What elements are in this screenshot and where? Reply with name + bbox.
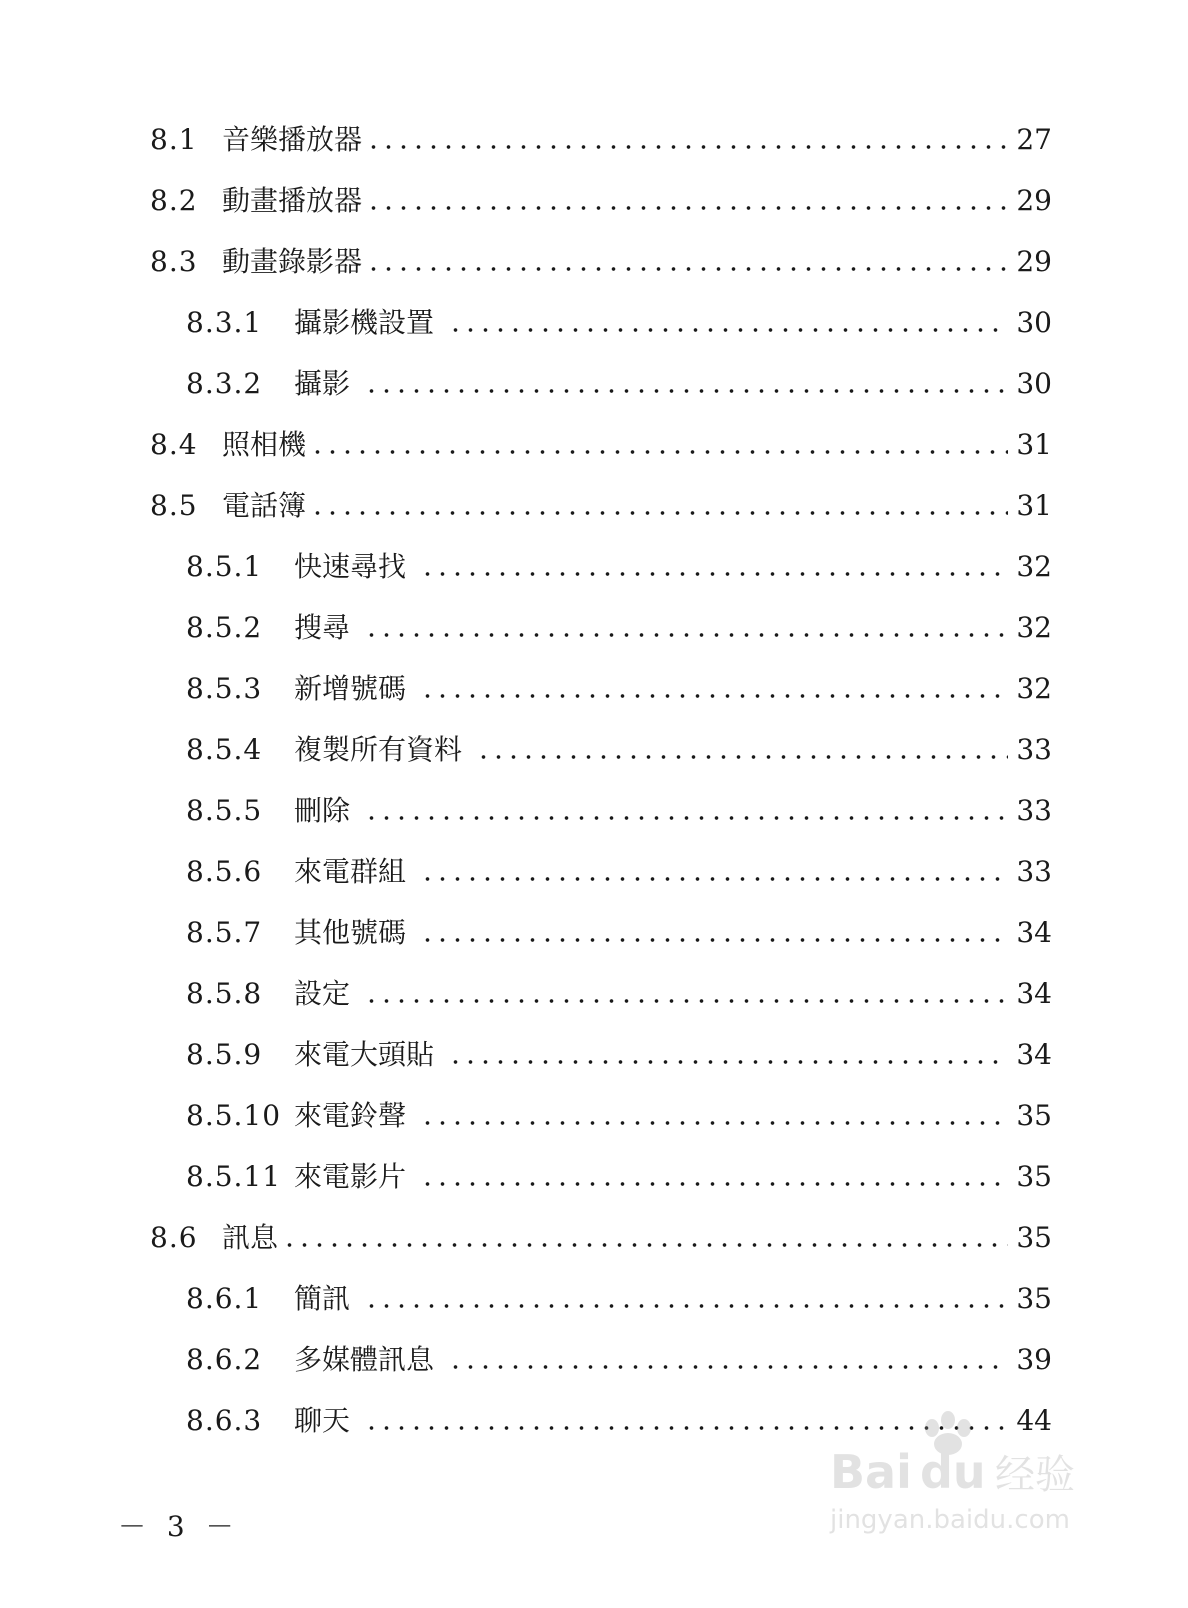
toc-leader-dots (366, 240, 1008, 284)
toc-section-title: 攝影 (294, 367, 351, 400)
toc-section-number: 8.4 (150, 428, 198, 461)
toc-entry[interactable] (0, 728, 1188, 772)
toc-page-number: 30 (1016, 367, 1052, 400)
toc-section-title: 來電鈴聲 (294, 1099, 407, 1132)
toc-section-number: 8.6.3 (186, 1404, 263, 1437)
toc-section-number: 8.6.2 (186, 1343, 263, 1376)
toc-entry[interactable] (0, 301, 1188, 345)
toc-page-number: 27 (1016, 123, 1052, 156)
toc-section-number: 8.5.5 (186, 794, 263, 827)
toc-entry[interactable] (0, 911, 1188, 955)
toc-entry[interactable] (0, 1155, 1188, 1199)
toc-section-title: 動畫錄影器 (222, 245, 363, 278)
toc-leader-dots (364, 606, 1008, 650)
toc-section-number: 8.1 (150, 123, 198, 156)
toc-entry[interactable] (0, 545, 1188, 589)
toc-page-number: 29 (1016, 184, 1052, 217)
toc-leader-dots (310, 484, 1008, 528)
toc-section-number: 8.5.2 (186, 611, 263, 644)
toc-section-title: 複製所有資料 (294, 733, 463, 766)
toc-leader-dots (364, 789, 1008, 833)
toc-leader-dots (366, 118, 1008, 162)
toc-leader-dots (420, 850, 1008, 894)
toc-section-title: 來電影片 (294, 1160, 407, 1193)
toc-page-number: 34 (1016, 1038, 1052, 1071)
toc-section-title: 多媒體訊息 (294, 1343, 435, 1376)
page-number: － 3 － (118, 1510, 240, 1543)
toc-section-number: 8.5.1 (186, 550, 263, 583)
toc-entry[interactable] (0, 1216, 1188, 1260)
toc-section-number: 8.5.10 (186, 1099, 282, 1132)
toc-section-number: 8.5.3 (186, 672, 263, 705)
toc-page-number: 35 (1016, 1282, 1052, 1315)
toc-leader-dots (420, 667, 1008, 711)
toc-entry[interactable] (0, 118, 1188, 162)
toc-section-number: 8.5.11 (186, 1160, 282, 1193)
toc-leader-dots (420, 1094, 1008, 1138)
toc-leader-dots (364, 972, 1008, 1016)
toc-section-number: 8.5.6 (186, 855, 263, 888)
toc-page-number: 39 (1016, 1343, 1052, 1376)
toc-entry[interactable] (0, 1277, 1188, 1321)
svg-text:经验: 经验 (995, 1452, 1075, 1498)
toc-page-number: 35 (1016, 1221, 1052, 1254)
toc-page-number: 33 (1016, 794, 1052, 827)
toc-leader-dots (364, 1277, 1008, 1321)
toc-section-title: 動畫播放器 (222, 184, 363, 217)
toc-section-title: 設定 (294, 977, 351, 1010)
svg-text:Bai: Bai (830, 1445, 912, 1499)
toc-page-number: 29 (1016, 245, 1052, 278)
toc-entry[interactable] (0, 1094, 1188, 1138)
toc-section-number: 8.5 (150, 489, 198, 522)
toc-entry[interactable] (0, 484, 1188, 528)
toc-entry[interactable] (0, 667, 1188, 711)
toc-leader-dots (448, 1033, 1008, 1077)
toc-entry[interactable] (0, 1033, 1188, 1077)
baidu-watermark-logo (820, 1398, 1100, 1538)
toc-page-number: 34 (1016, 977, 1052, 1010)
toc-leader-dots (448, 301, 1008, 345)
toc-section-number: 8.3.1 (186, 306, 263, 339)
toc-section-title: 電話簿 (222, 489, 307, 522)
toc-section-title: 搜尋 (294, 611, 351, 644)
svg-text:du: du (920, 1445, 986, 1499)
toc-section-title: 攝影機設置 (294, 306, 435, 339)
toc-leader-dots (364, 362, 1008, 406)
toc-entry[interactable] (0, 850, 1188, 894)
toc-page-number: 35 (1016, 1099, 1052, 1132)
toc-entry[interactable] (0, 240, 1188, 284)
toc-section-title: 來電群組 (294, 855, 407, 888)
toc-entry[interactable] (0, 972, 1188, 1016)
toc-leader-dots (282, 1216, 1008, 1260)
toc-page-number: 32 (1016, 611, 1052, 644)
toc-section-title: 刪除 (294, 794, 351, 827)
toc-leader-dots (366, 179, 1008, 223)
toc-section-title: 訊息 (222, 1221, 279, 1254)
toc-leader-dots (476, 728, 1008, 772)
toc-entry[interactable] (0, 362, 1188, 406)
toc-page-number: 33 (1016, 733, 1052, 766)
toc-section-number: 8.5.7 (186, 916, 263, 949)
toc-page-number: 34 (1016, 916, 1052, 949)
toc-page-number: 32 (1016, 550, 1052, 583)
toc-leader-dots (420, 911, 1008, 955)
toc-page-number: 30 (1016, 306, 1052, 339)
toc-section-number: 8.5.4 (186, 733, 263, 766)
toc-section-title: 其他號碼 (294, 916, 407, 949)
toc-section-title: 簡訊 (294, 1282, 351, 1315)
toc-entry[interactable] (0, 789, 1188, 833)
toc-page-number: 33 (1016, 855, 1052, 888)
toc-leader-dots (448, 1338, 1008, 1382)
toc-section-title: 音樂播放器 (222, 123, 363, 156)
toc-entry[interactable] (0, 1338, 1188, 1382)
toc-section-number: 8.6 (150, 1221, 198, 1254)
svg-text:jingyan.baidu.com: jingyan.baidu.com (830, 1505, 1070, 1535)
toc-section-number: 8.2 (150, 184, 198, 217)
toc-section-number: 8.6.1 (186, 1282, 263, 1315)
toc-section-number: 8.3 (150, 245, 198, 278)
toc-leader-dots (310, 423, 1008, 467)
toc-section-title: 新增號碼 (294, 672, 407, 705)
toc-section-number: 8.5.9 (186, 1038, 263, 1071)
toc-entry[interactable] (0, 606, 1188, 650)
toc-section-title: 快速尋找 (294, 550, 407, 583)
toc-entry[interactable] (0, 423, 1188, 467)
toc-page-number: 31 (1016, 428, 1052, 461)
toc-leader-dots (420, 1155, 1008, 1199)
toc-section-title: 聊天 (294, 1404, 351, 1437)
toc-section-title: 照相機 (222, 428, 307, 461)
toc-section-title: 來電大頭貼 (294, 1038, 435, 1071)
toc-page-number: 32 (1016, 672, 1052, 705)
toc-section-number: 8.3.2 (186, 367, 263, 400)
toc-page-number: 35 (1016, 1160, 1052, 1193)
toc-section-number: 8.5.8 (186, 977, 263, 1010)
toc-page-number: 44 (1016, 1404, 1052, 1437)
toc-page-number: 31 (1016, 489, 1052, 522)
toc-entry[interactable] (0, 179, 1188, 223)
toc-leader-dots (420, 545, 1008, 589)
